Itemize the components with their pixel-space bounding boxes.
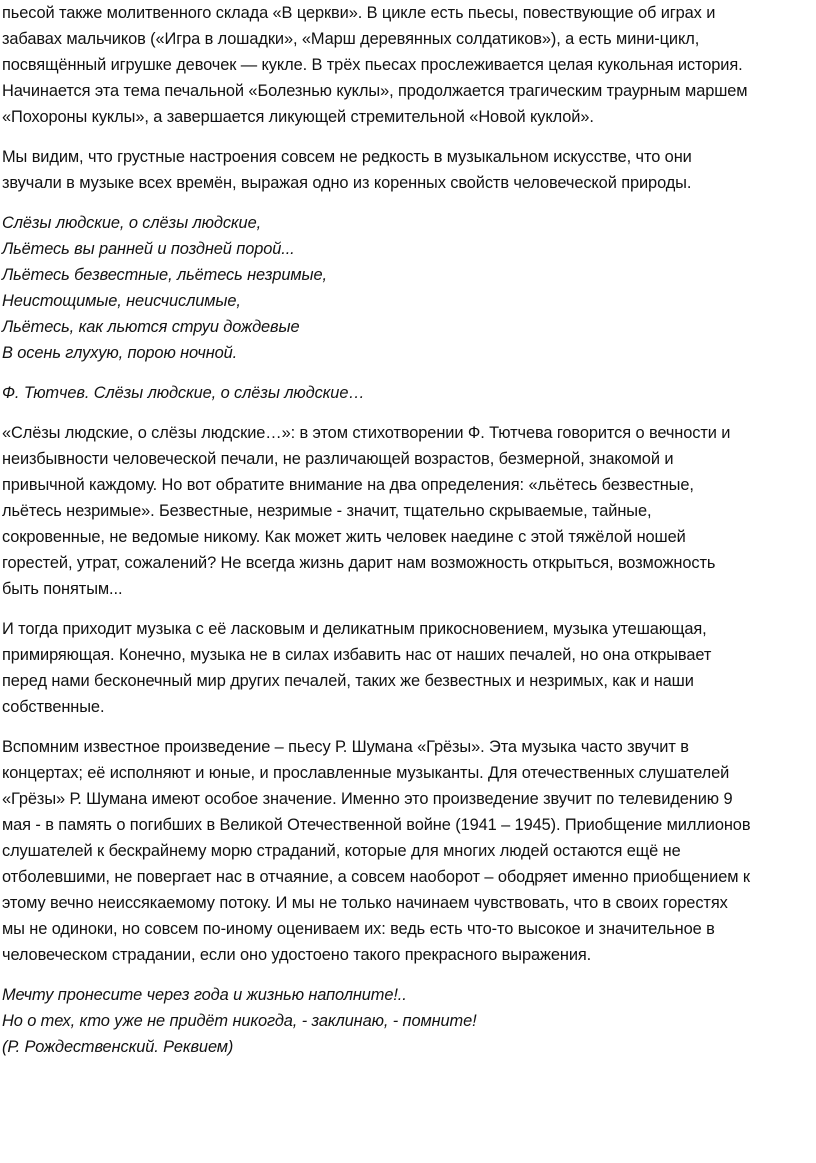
text-line: Мы видим, что грустные настроения совсем не редкость в музыкальном искусстве, что они (2, 148, 692, 166)
paragraph-schumann-reverie (2, 734, 816, 968)
text-line: концертах; её исполняют и юные, и прославленные музыканты. Для отечественных слушателей (2, 764, 730, 782)
text-line: перед нами бесконечный мир других печалей, таких же безвестных и незримых, как и наши (2, 672, 694, 690)
poem-rozhdestvensky (2, 982, 816, 1060)
text-line: мая - в память о погибших в Великой Отечественной войне (1941 – 1945). Приобщение миллионов (2, 816, 751, 834)
poem-tyutchev (2, 210, 816, 366)
poem-line: Но о тех, кто уже не придёт никогда, - заклинаю, - помните! (2, 1012, 477, 1030)
paragraph-music-consolation (2, 616, 816, 720)
text-line: человеческом страдании, если оно удостоено такого прекрасного выражения. (2, 946, 592, 964)
text-line: быть понятым... (2, 580, 123, 598)
attribution-line: (Р. Рождественский. Реквием) (2, 1038, 234, 1056)
text-line: собственные. (2, 698, 105, 716)
poem-line: Слёзы людские, о слёзы людские, (2, 214, 262, 232)
text-line: Вспомним известное произведение – пьесу Р. Шумана «Грёзы». Эта музыка часто звучит в (2, 738, 689, 756)
text-line: звучали в музыке всех времён, выражая одно из коренных свойств человеческой природы. (2, 174, 692, 192)
poem-line: Льётесь, как льются струи дождевые (2, 318, 300, 336)
text-line: неизбывности человеческой печали, не различающей возрастов, безмерной, знакомой и (2, 450, 674, 468)
text-line: льётесь незримые». Безвестные, незримые - значит, тщательно скрываемые, тайные, (2, 502, 652, 520)
text-line: сокровенные, не ведомые никому. Как может жить человек наедине с этой тяжёлой ношей (2, 528, 686, 546)
text-line: Начинается эта тема печальной «Болезнью куклы», продолжается трагическим траурным маршем (2, 82, 748, 100)
text-line: посвящённый игрушке девочек — кукле. В трёх пьесах прослеживается целая кукольная история. (2, 56, 743, 74)
text-line: горестей, утрат, сожалений? Не всегда жизнь дарит нам возможность открыться, возможность (2, 554, 716, 572)
text-line: И тогда приходит музыка с её ласковым и деликатным прикосновением, музыка утешающая, (2, 620, 707, 638)
poem-attribution (2, 380, 816, 406)
text-line: пьесой также молитвенного склада «В церкви». В цикле есть пьесы, повествующие об играх и (2, 4, 716, 22)
text-line: отболевшими, не повергает нас в отчаяние, а совсем наоборот – ободряет именно приобщением к (2, 868, 750, 886)
text-line: мы не одиноки, но совсем по-иному оцениваем их: ведь есть что-то высокое и значительное в (2, 920, 715, 938)
poem-line: Неистощимые, неисчислимые, (2, 292, 241, 310)
poem-line: Льётесь безвестные, льётесь незримые, (2, 266, 327, 284)
paragraph-sad-moods (2, 144, 816, 196)
text-line: забавах мальчиков («Игра в лошадки», «Марш деревянных солдатиков»), а есть мини-цикл, (2, 30, 700, 48)
text-line: этому вечно неиссякаемому потоку. И мы не только начинаем чувствовать, что в своих горестях (2, 894, 728, 912)
text-line: «Грёзы» Р. Шумана имеют особое значение. Именно это произведение звучит по телевидению 9 (2, 790, 733, 808)
poem-line: В осень глухую, порою ночной. (2, 344, 238, 362)
paragraph-tchaikovsky-children-album (2, 0, 816, 130)
text-line: слушателей к бескрайнему морю страданий, которые для многих людей остаются ещё не (2, 842, 681, 860)
paragraph-tyutchev-analysis (2, 420, 816, 602)
text-line: «Похороны куклы», а завершается ликующей стремительной «Новой куклой». (2, 108, 594, 126)
poem-line: Мечту пронесите через года и жизнью наполните!.. (2, 986, 407, 1004)
text-line: «Слёзы людские, о слёзы людские…»: в этом стихотворении Ф. Тютчева говорится о вечности и (2, 424, 731, 442)
poem-line: Льётесь вы ранней и поздней порой... (2, 240, 295, 258)
text-line: привычной каждому. Но вот обратите внимание на два определения: «льётесь безвестные, (2, 476, 694, 494)
attribution-line: Ф. Тютчев. Слёзы людские, о слёзы людские… (2, 384, 365, 402)
text-line: примиряющая. Конечно, музыка не в силах избавить нас от наших печалей, но она открывает (2, 646, 712, 664)
